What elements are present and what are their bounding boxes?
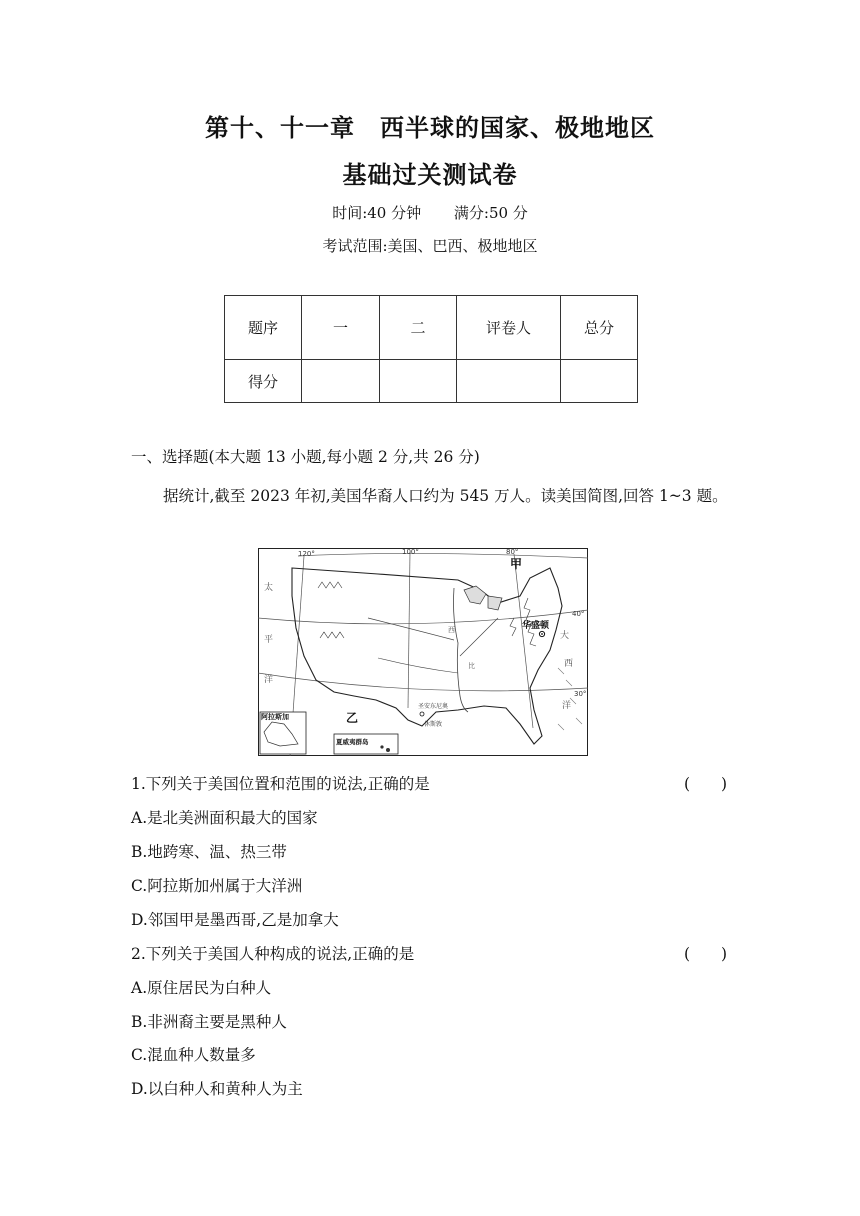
question-2-option-d[interactable]: D.以白种人和黄种人为主 <box>131 1080 303 1098</box>
question-2-option-b[interactable]: B.非洲裔主要是黑种人 <box>131 1013 287 1031</box>
label-houston: 休斯敦 <box>424 721 443 728</box>
usa-map <box>258 548 588 756</box>
question-1-option-d[interactable]: D.邻国甲是墨西哥,乙是加拿大 <box>131 911 339 929</box>
score-cell[interactable] <box>302 360 380 403</box>
exam-scope: 考试范围:美国、巴西、极地地区 <box>322 237 538 255</box>
lat-label: 30° <box>574 690 587 698</box>
score-cell[interactable] <box>457 360 561 403</box>
page-title: 第十、十一章 西半球的国家、极地地区 <box>205 114 655 142</box>
lon-label: 120° <box>298 550 315 558</box>
exam-full-score: 满分:50 分 <box>453 204 528 222</box>
question-2-stem: 2.下列关于美国人种构成的说法,正确的是 <box>131 945 415 963</box>
score-header-cell: 一 <box>302 296 380 360</box>
label-washington: 华盛顿 <box>522 621 550 631</box>
label-city: 圣安东尼奥 <box>418 703 449 710</box>
hawaii-island <box>380 745 383 748</box>
label-alaska: 阿拉斯加 <box>261 713 289 721</box>
section-heading: 一、选择题(本大题 13 小题,每小题 2 分,共 26 分) <box>131 448 480 466</box>
label-river: 西 <box>448 626 455 634</box>
exam-time: 时间:40 分钟 <box>332 204 422 222</box>
lon-label: 80° <box>506 548 519 556</box>
score-header-cell: 评卷人 <box>457 296 561 360</box>
label-hawaii: 夏威夷群岛 <box>336 738 369 746</box>
question-2-option-a[interactable]: A.原住居民为白种人 <box>131 979 272 997</box>
houston-marker <box>420 712 424 716</box>
label-jia: 甲 <box>510 557 523 571</box>
question-2-answer-blank[interactable]: ( ) <box>684 945 728 963</box>
section-intro: 据统计,截至 2023 年初,美国华裔人口约为 545 万人。读美国简图,回答 1~3 题。 <box>163 487 728 505</box>
question-2-option-c[interactable]: C.混血种人数量多 <box>131 1046 256 1064</box>
label-atlantic: 大 <box>560 631 570 641</box>
washington-marker-dot <box>541 633 543 635</box>
question-1-answer-blank[interactable]: ( ) <box>684 775 728 793</box>
lon-label: 100° <box>402 548 419 556</box>
score-cell[interactable] <box>380 360 457 403</box>
label-river: 比 <box>468 662 475 670</box>
exam-meta <box>0 202 860 223</box>
question-1-option-a[interactable]: A.是北美洲面积最大的国家 <box>131 809 318 827</box>
score-header-cell: 总分 <box>561 296 638 360</box>
label-atlantic: 洋 <box>562 701 572 711</box>
lat-label: 40° <box>572 610 585 618</box>
hawaii-island <box>386 748 390 752</box>
score-header-cell: 题序 <box>225 296 302 360</box>
page-subtitle: 基础过关测试卷 <box>342 161 518 189</box>
question-1-option-b[interactable]: B.地跨寒、温、热三带 <box>131 843 287 861</box>
score-row-label: 得分 <box>225 360 302 403</box>
label-pacific: 洋 <box>264 675 274 685</box>
question-1-stem: 1.下列关于美国位置和范围的说法,正确的是 <box>131 775 430 793</box>
question-1-option-c[interactable]: C.阿拉斯加州属于大洋洲 <box>131 877 303 895</box>
label-yi: 乙 <box>346 711 359 725</box>
label-pacific: 太 <box>264 583 274 593</box>
score-header-cell: 二 <box>380 296 457 360</box>
score-table <box>224 295 638 403</box>
label-atlantic: 西 <box>564 659 574 669</box>
label-pacific: 平 <box>264 635 274 645</box>
score-cell[interactable] <box>561 360 638 403</box>
